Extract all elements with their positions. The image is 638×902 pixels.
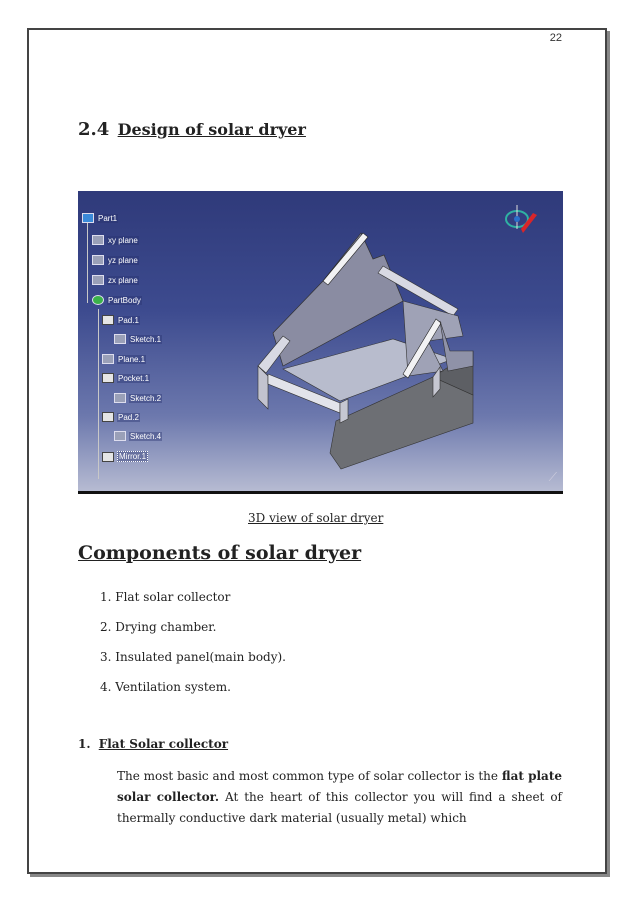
section-title: Design of solar dryer [117,120,306,139]
paragraph-bold-term: flat plate solar collector. [117,769,563,804]
figure-caption: 3D view of solar dryer [248,511,384,525]
tree-item-sketch1[interactable]: Sketch.1 [114,334,162,344]
subsection-number: 1. [78,737,91,751]
subsection-heading [78,737,228,751]
list-item: 1. Flat solar collector [100,590,231,604]
tree-item-sketch2[interactable]: Sketch.2 [114,393,162,403]
tree-item-xy-plane[interactable]: xy plane [92,235,139,245]
cad-figure [78,191,563,494]
section-heading [78,119,306,140]
body-paragraph [117,766,562,829]
paragraph-text-end: At the heart of this collector you will find a sheet of thermally conductive dark material (usually metal) which [117,790,562,825]
axis-icon: ⟋ [548,470,557,484]
tree-item-plane1[interactable]: Plane.1 [102,354,146,364]
list-item: 4. Ventilation system. [100,680,231,694]
tree-item-zx-plane[interactable]: zx plane [92,275,139,285]
solar-dryer-3d-model [78,191,563,491]
tree-item-pad1[interactable]: Pad.1 [102,315,140,325]
list-item: 3. Insulated panel(main body). [100,650,286,664]
tree-item-pocket1[interactable]: Pocket.1 [102,373,150,383]
paragraph-text-start: The most basic and most common type of solar collector is the [117,769,502,783]
list-item: 2. Drying chamber. [100,620,217,634]
compass-icon[interactable] [503,199,543,243]
tree-item-sketch4[interactable]: Sketch.4 [114,431,162,441]
components-list [100,582,286,702]
tree-item-part1[interactable]: Part1 [82,213,118,223]
page-number: 22 [549,32,562,44]
components-heading: Components of solar dryer [78,542,362,564]
tree-item-partbody[interactable]: PartBody [92,295,142,305]
section-number: 2.4 [78,119,110,140]
tree-item-mirror1[interactable]: Mirror.1 [102,451,148,462]
tree-item-yz-plane[interactable]: yz plane [92,255,139,265]
subsection-title: Flat Solar collector [98,737,229,751]
tree-item-pad2[interactable]: Pad.2 [102,412,140,422]
